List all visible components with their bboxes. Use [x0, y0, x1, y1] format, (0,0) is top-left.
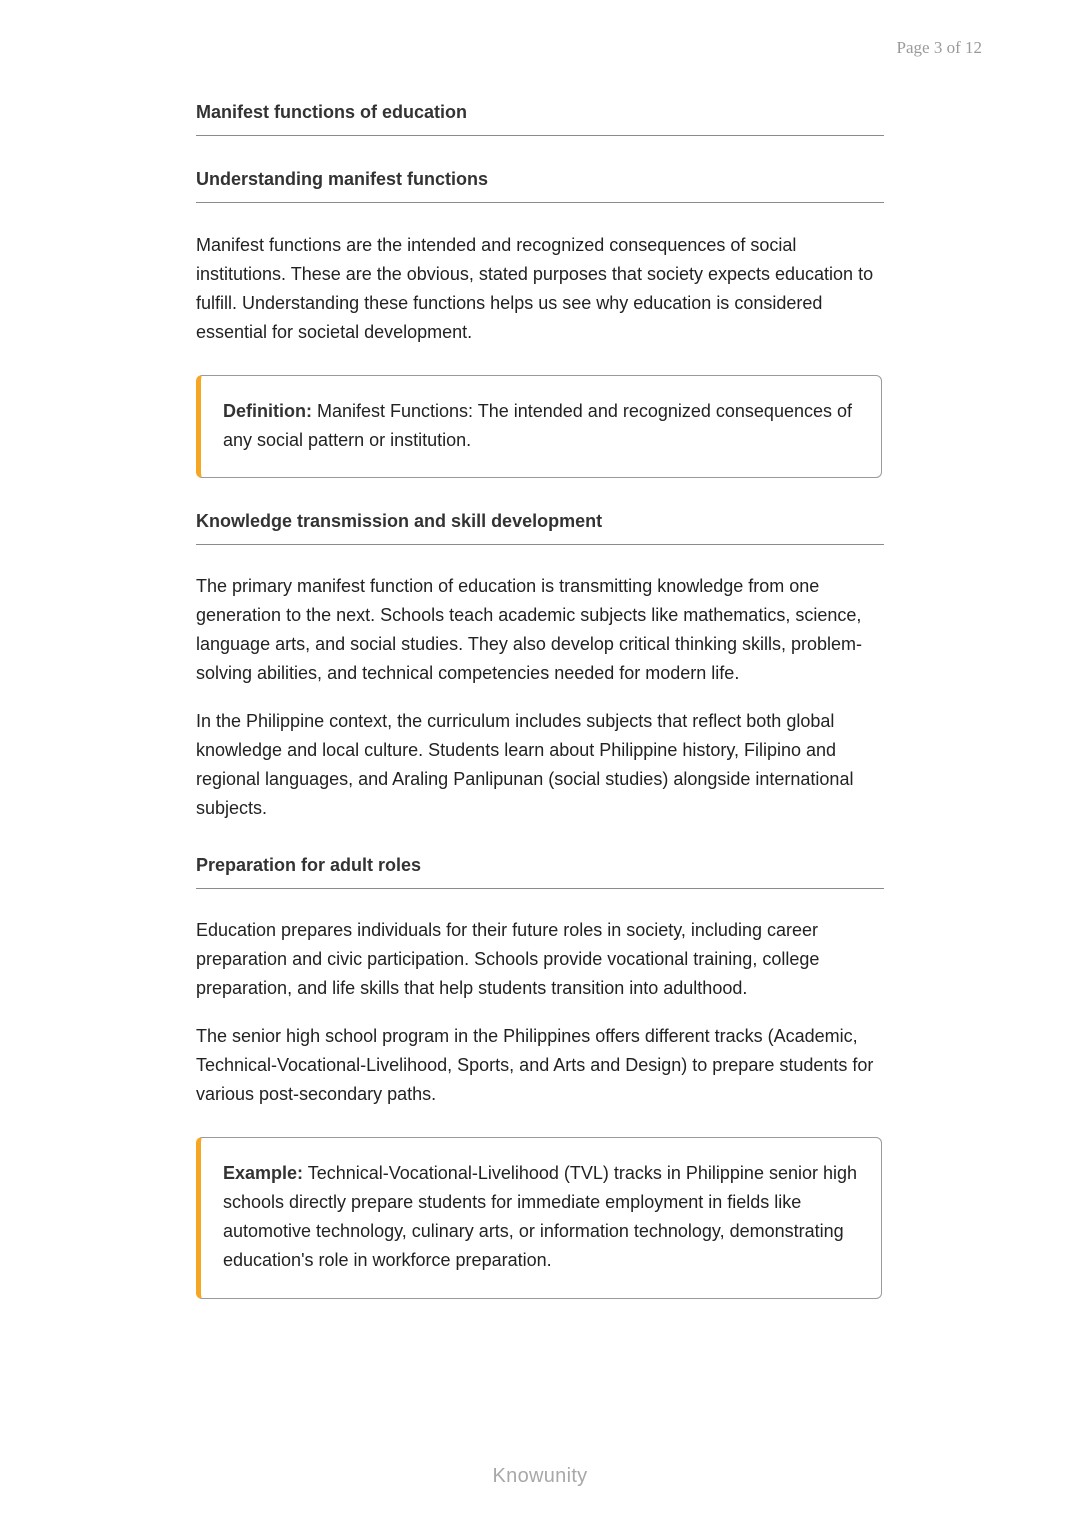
paragraph-adult-1: Education prepares individuals for their future roles in society, including career preparation and civic participation. Schools provide vocational training, college preparation, and life skills that help students transition into adulthood.: [196, 920, 820, 998]
paragraph-understanding: Manifest functions are the intended and recognized consequences of social institutions. These are the obvious, stated purposes that society expects education to fulfill. Understanding these functions helps us see why education is considered essential for societal development.: [196, 235, 874, 342]
subheading-knowledge: Knowledge transmission and skill development: [196, 511, 603, 531]
paragraph-adult-2: The senior high school program in the Philippines offers different tracks (Academic, Technical-Vocational-Livelihood, Sports, and Arts and Design) to prepare students for various post-secondary paths.: [196, 1026, 874, 1104]
example-callout: [196, 1137, 882, 1299]
page-number: Page 3 of 12: [896, 38, 982, 57]
subheading-understanding: Understanding manifest functions: [196, 169, 489, 189]
divider: [196, 202, 884, 203]
paragraph-knowledge-2: In the Philippine context, the curriculum includes subjects that reflect both global knowledge and local culture. Students learn about Philippine history, Filipino and regional languages, and Araling Panlipunan (social studies) alongside international subjects.: [196, 711, 854, 818]
section-heading-manifest: Manifest functions of education: [196, 102, 468, 122]
footer-brand: Knowunity: [492, 1465, 588, 1487]
divider: [196, 135, 884, 136]
definition-text: Manifest Functions: The intended and recognized consequences of any social pattern or institution.: [223, 401, 853, 450]
subheading-adult-roles: Preparation for adult roles: [196, 855, 422, 875]
divider: [196, 544, 884, 545]
definition-label: Definition:: [223, 401, 312, 421]
divider: [196, 888, 884, 889]
definition-callout: [196, 375, 882, 478]
example-label: Example:: [223, 1163, 304, 1183]
paragraph-knowledge-1: The primary manifest function of education is transmitting knowledge from one generation to the next. Schools teach academic subjects like mathematics, science, language arts, and social studies. They also develop critical thinking skills, problem-solving abilities, and technical competencies needed for modern life.: [196, 576, 863, 683]
example-text: Technical-Vocational-Livelihood (TVL) tracks in Philippine senior high schools directly prepare students for immediate employment in fields like automotive technology, culinary arts, or information technology, demonstrating education's role in workforce preparation.: [223, 1163, 858, 1270]
